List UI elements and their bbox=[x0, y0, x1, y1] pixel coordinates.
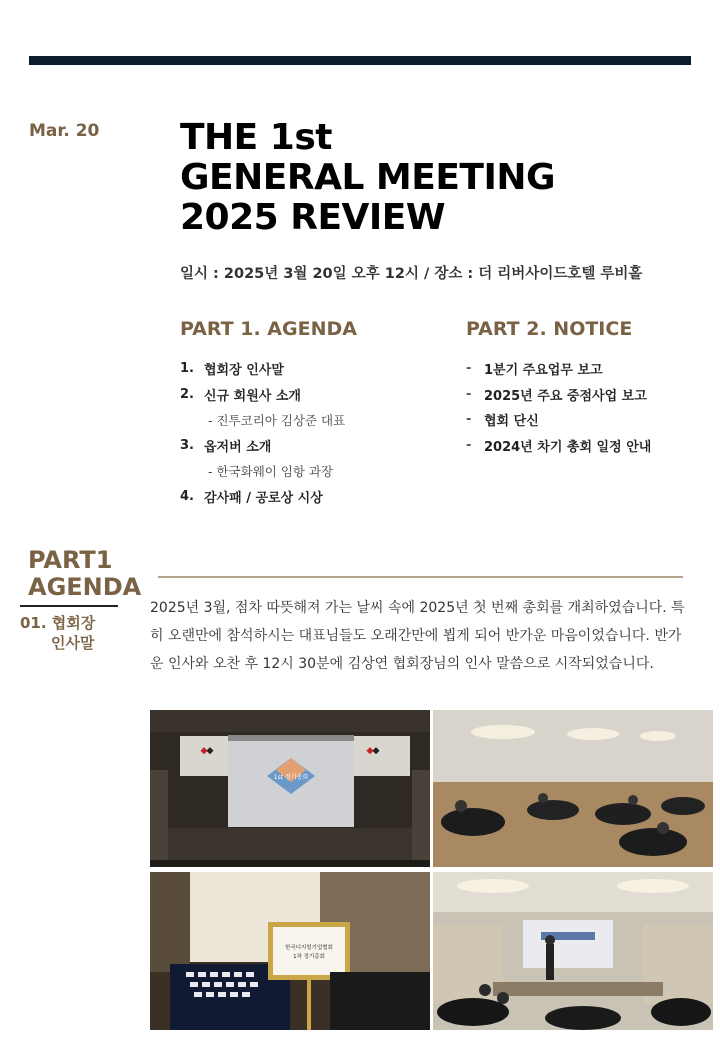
item-dash: - bbox=[466, 412, 472, 428]
body-paragraph: 2025년 3월, 점차 따뜻해져 가는 날씨 속에 2025년 첫 번째 총회를 개최하였습니다. 특히 오랜만에 참석하시는 대표님들도 오래간만에 뵙게 되어 반가운 마음이었습니다. 반가운 인사와 오찬 후 12시 30분에 김상연 협회장님의 인사 말씀으로 시작되었습니다. bbox=[150, 600, 685, 672]
list-item bbox=[466, 382, 651, 408]
notice-list bbox=[466, 356, 651, 458]
sign-line-1: 한국디지털기업협회 bbox=[285, 945, 333, 951]
horizontal-rule bbox=[158, 576, 683, 578]
section-divider bbox=[20, 605, 118, 607]
title-line-2: GENERAL MEETING bbox=[180, 157, 556, 198]
sign-line-2: 1차 정기총회 bbox=[293, 954, 325, 960]
section-subtitle bbox=[20, 613, 95, 653]
list-item bbox=[180, 382, 345, 408]
item-number: 2. bbox=[180, 386, 194, 402]
item-number: 1. bbox=[180, 361, 194, 377]
list-item bbox=[466, 433, 651, 459]
list-item bbox=[466, 407, 651, 433]
item-text: 협회장 인사말 bbox=[204, 363, 284, 379]
photo-banquet-hall bbox=[433, 710, 713, 867]
agenda-heading: PART 1. AGENDA bbox=[180, 318, 357, 340]
title-line-1: THE 1st bbox=[180, 117, 332, 158]
item-text: 1분기 주요업무 보고 bbox=[484, 363, 603, 379]
item-dash: - bbox=[466, 361, 472, 377]
item-text: 2024년 차기 총회 일정 안내 bbox=[484, 439, 652, 455]
list-item bbox=[180, 484, 345, 510]
list-subitem: - 진투코리아 김상준 대표 bbox=[208, 412, 346, 428]
subtitle-line-2: 인사말 bbox=[51, 634, 95, 652]
screen-caption: 1st 정기총회 bbox=[273, 774, 309, 781]
item-dash: - bbox=[466, 386, 472, 402]
item-text: 2025년 주요 중점사업 보고 bbox=[484, 388, 647, 404]
section-title-line-1: PART1 bbox=[28, 546, 113, 574]
photo-stage-speaker bbox=[433, 872, 713, 1030]
notice-heading: PART 2. NOTICE bbox=[466, 318, 633, 340]
list-item bbox=[180, 433, 345, 459]
subtitle-line-1: 01. 협회장 bbox=[20, 614, 96, 632]
title-line-3: 2025 REVIEW bbox=[180, 197, 446, 238]
page-title bbox=[180, 118, 555, 238]
date-label: Mar. 20 bbox=[29, 121, 100, 141]
top-bar bbox=[29, 56, 691, 65]
list-subitem: - 한국화웨이 임항 과장 bbox=[208, 463, 334, 479]
photo-projector-screen bbox=[150, 710, 430, 867]
event-meta: 일시 : 2025년 3월 20일 오후 12시 / 장소 : 더 리버사이드호텔 루비홀 bbox=[180, 266, 643, 282]
list-item bbox=[466, 356, 651, 382]
section-title-line-2: AGENDA bbox=[28, 573, 142, 601]
item-text: 협회 단신 bbox=[484, 414, 539, 430]
item-number: 3. bbox=[180, 437, 194, 453]
item-dash: - bbox=[466, 437, 472, 453]
item-text: 옵저버 소개 bbox=[204, 439, 272, 455]
section-title bbox=[28, 547, 141, 601]
agenda-list bbox=[180, 356, 345, 509]
list-item bbox=[180, 356, 345, 382]
item-number: 4. bbox=[180, 488, 194, 504]
photo-reception-desk bbox=[150, 872, 430, 1030]
item-text: 신규 회원사 소개 bbox=[204, 388, 301, 404]
item-text: 감사패 / 공로상 시상 bbox=[204, 490, 323, 506]
